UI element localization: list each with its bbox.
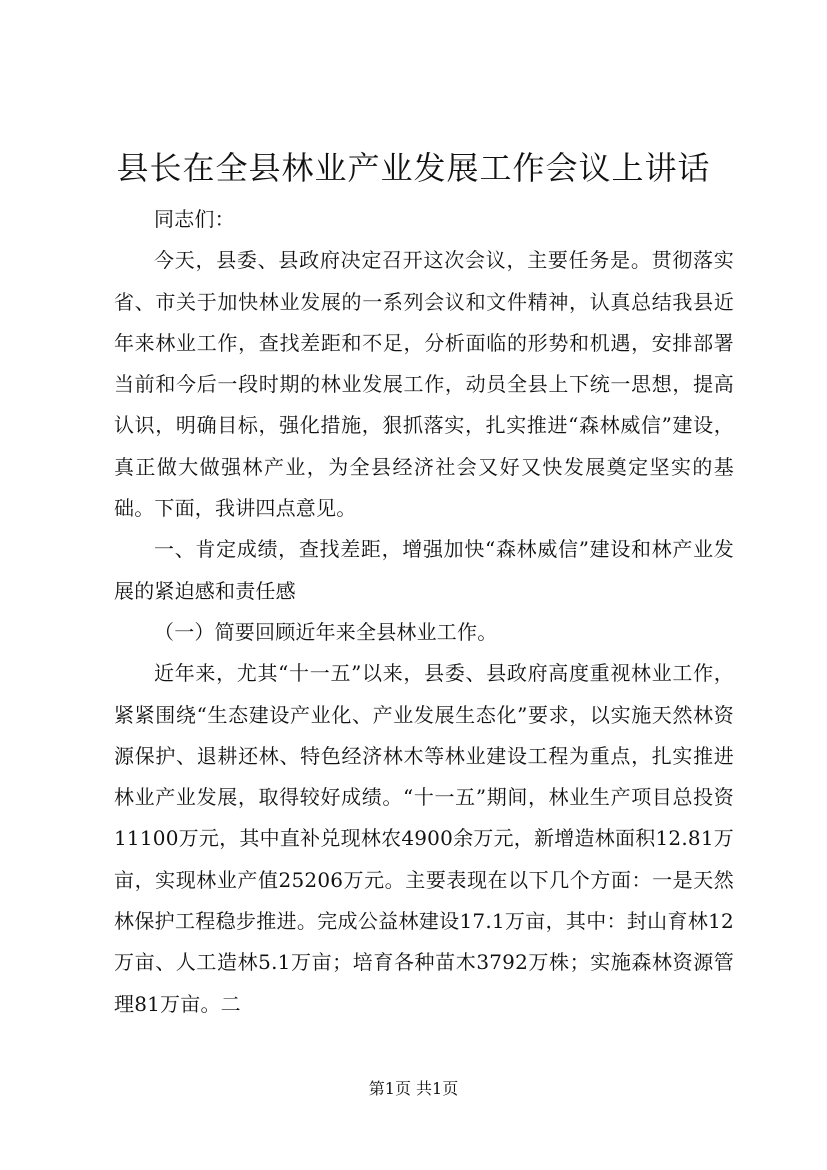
salutation-paragraph: 同志们： (154, 207, 235, 231)
intro-paragraph: 今天，县委、县政府决定召开这次会议，主要任务是。贯彻落实省、市关于加快林业发展的一系列会议和文件精神，认真总结我县近年来林业工作，查找差距和不足，分析面临的形势和机遇，安排部署当前和今后一段时期的林业发展工作，动员全县上下统一思想，提高认识，明确目标，强化措施，狠抓落实，扎实推进“森林威信”建设，真正做大做强林产业，为全县经济社会又好又快发展奠定坚实的基础。下面，我讲四点意见。 (114, 248, 734, 521)
document-body (114, 199, 734, 1025)
document-title: 县长在全县林业产业发展工作会议上讲话 (116, 149, 711, 187)
section-heading-1: 一、肯定成绩，查找差距，增强加快“森林威信”建设和林产业发展的紧迫感和责任感 (114, 537, 734, 603)
review-paragraph: 近年来，尤其“十一五”以来，县委、县政府高度重视林业工作，紧紧围绕“生态建设产业化、产业发展生态化”要求，以实施天然林资源保护、退耕还林、特色经济林木等林业建设工程为重点，扎实推进林业产业发展，取得较好成绩。“十一五”期间，林业生产项目总投资11100万元，其中直补兑现林农4900余万元，新增造林面积12.81万亩，实现林业产值25206万元。主要表现在以下几个方面：一是天然林保护工程稳步推进。完成公益林建设17.1万亩，其中：封山育林12万亩、人工造林5.1万亩；培育各种苗木3792万株；实施森林资源管理81万亩。二 (114, 661, 734, 1016)
subsection-heading-1: （一）简要回顾近年来全县林业工作。 (154, 619, 498, 644)
page-footer: 第1页 共1页 (368, 1079, 459, 1098)
